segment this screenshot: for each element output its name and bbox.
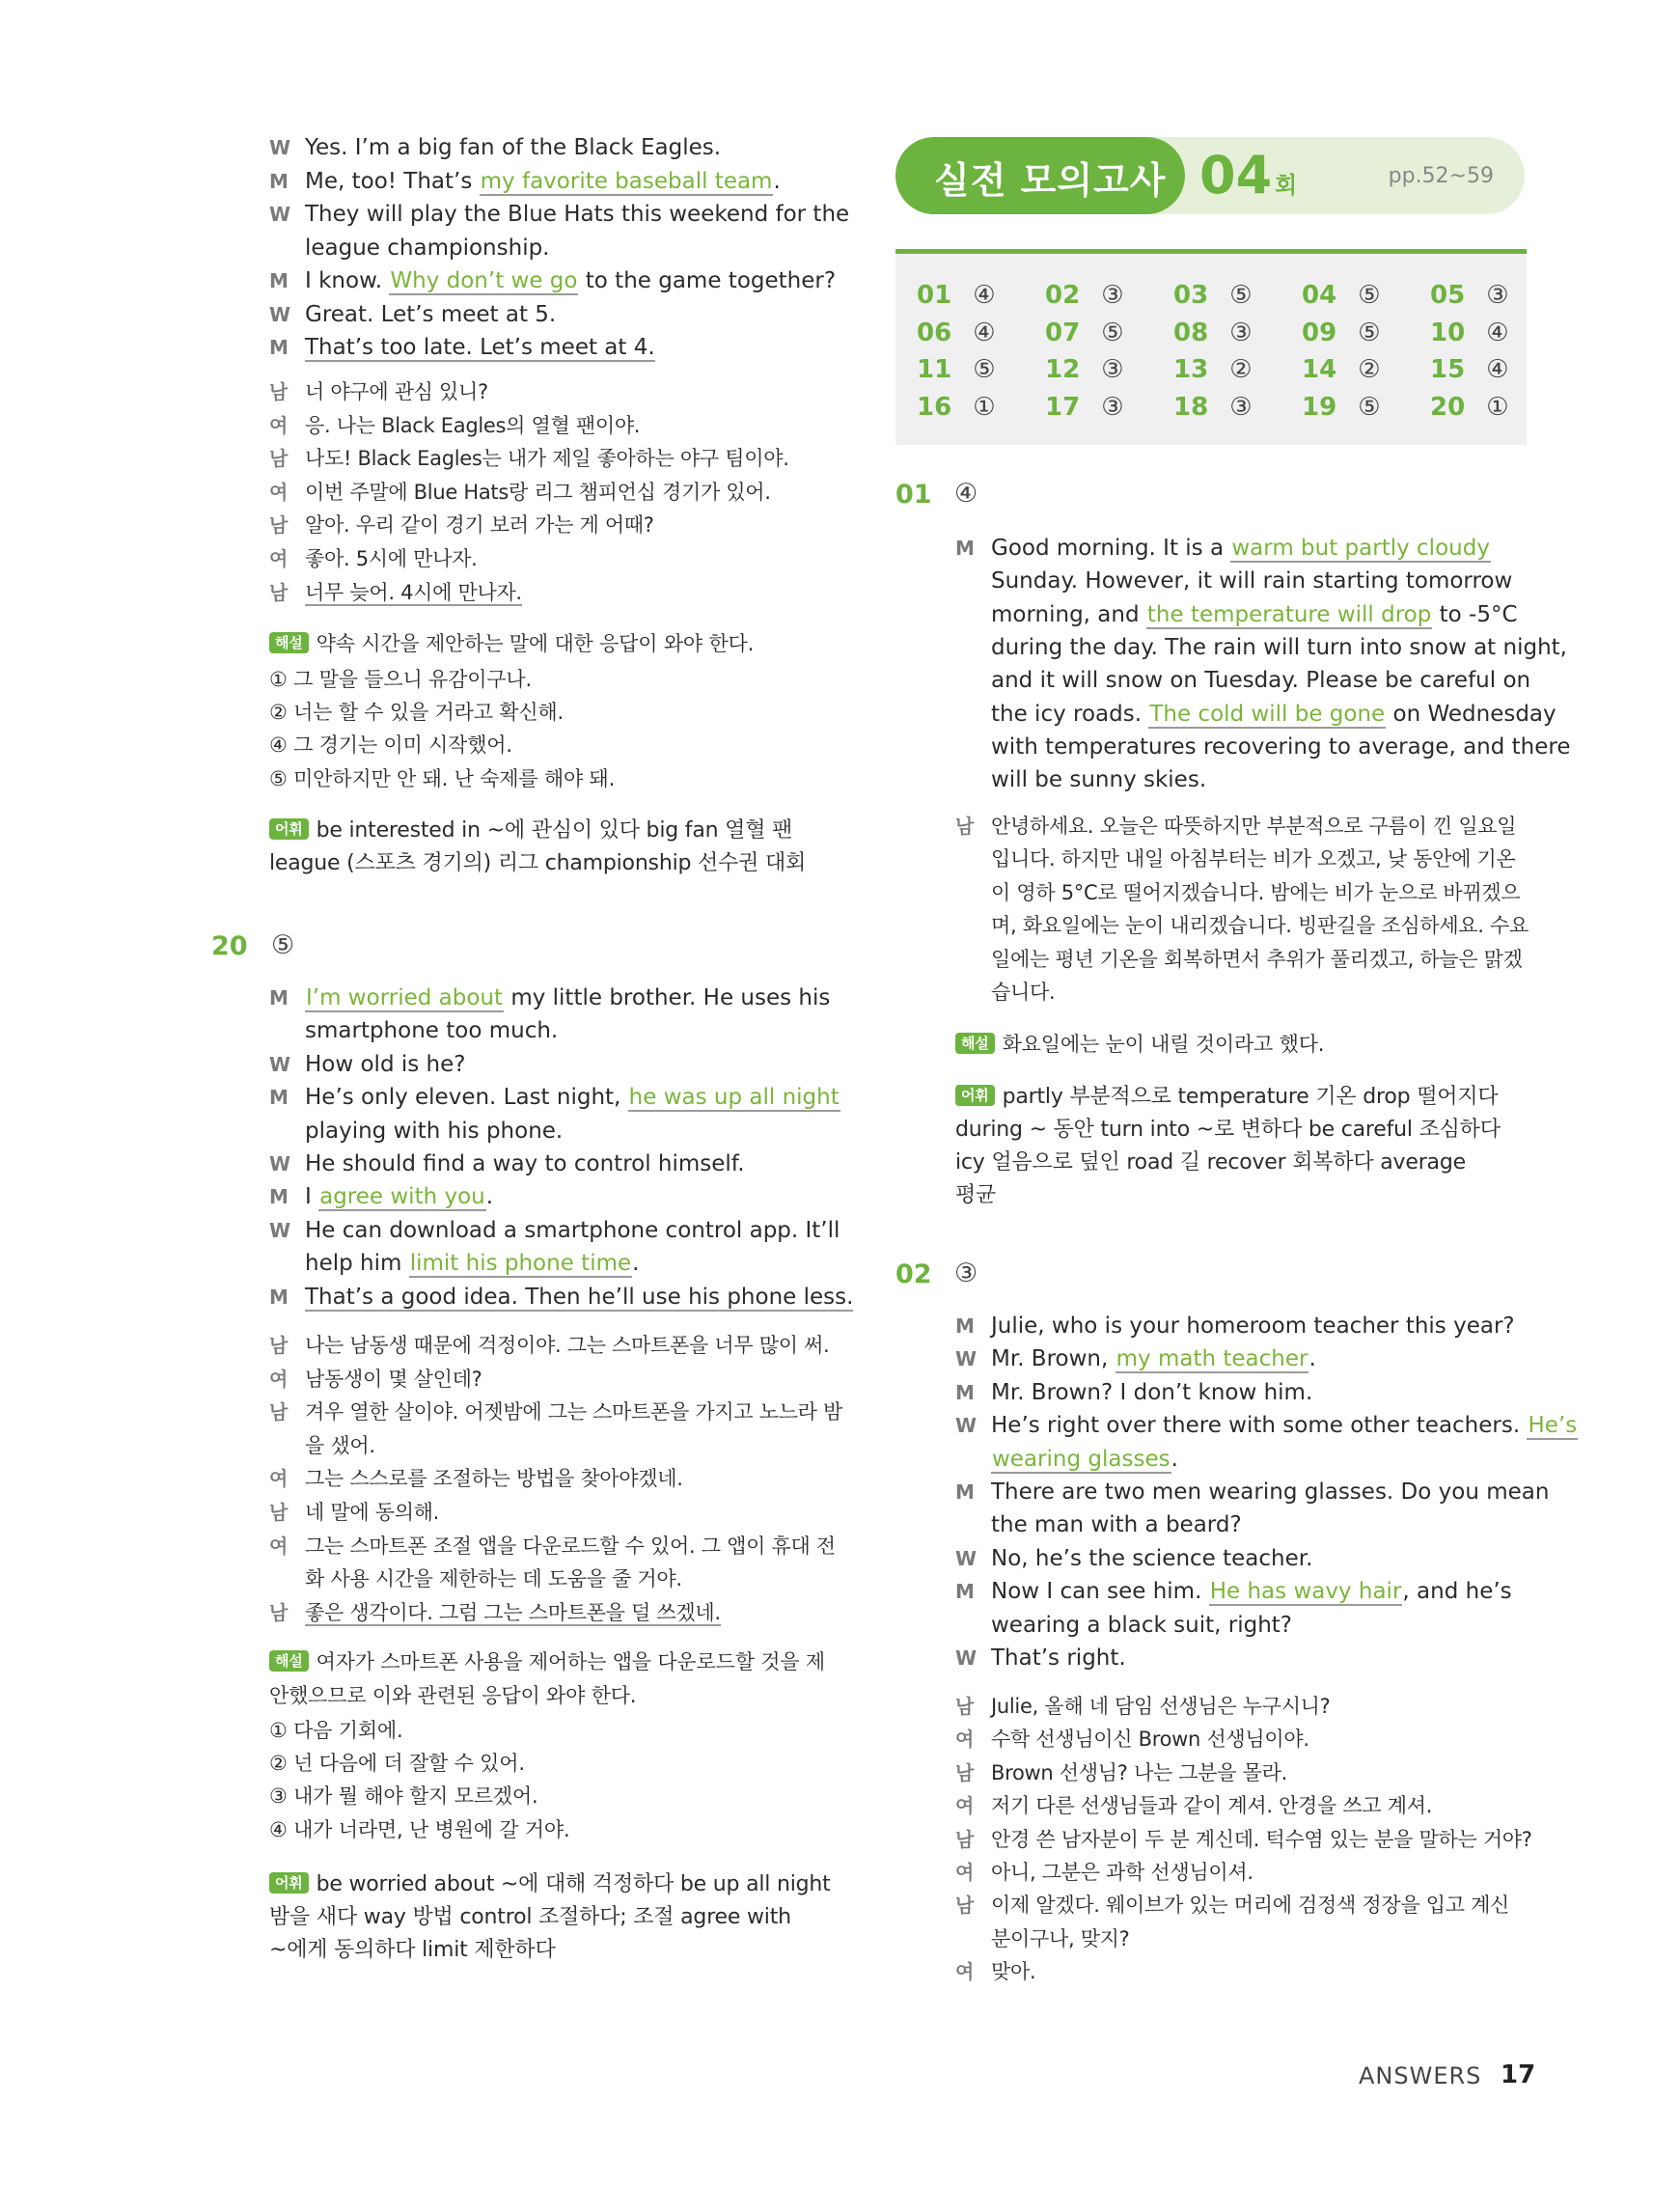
answer-choice: ④ (973, 318, 996, 347)
speaker-label: 남 (269, 380, 289, 403)
q01-vocab-line: icy 얼음으로 덮인 road 길 recover 회복하다 average (955, 1150, 1466, 1175)
dialog-text: smartphone too much. (305, 1018, 559, 1044)
speaker-label: M (269, 269, 289, 292)
dialog-text: Yes. I’m a big fan of the Black Eagles. (305, 135, 722, 160)
dialog-text: Brown 선생님? 나는 그분을 몰라. (991, 1760, 1287, 1784)
speaker-label: W (269, 1218, 291, 1242)
answer-cell (917, 281, 996, 310)
dialog-text: They will play the Blue Hats this weekend for the (305, 202, 850, 227)
speaker-label: W (955, 1646, 978, 1670)
speaker-label: 여 (269, 413, 289, 437)
answer-choice: ⑤ (1358, 392, 1381, 422)
speaker-label: 남 (269, 447, 289, 471)
question-number: 14 (1302, 355, 1337, 384)
text-segment: , and he’s (1402, 1579, 1512, 1605)
dialog-text: 겨우 열한 살이야. 어젯밤에 그는 스마트폰을 가지고 노느라 밤 (305, 1400, 843, 1424)
dialog-text: 안경 쓴 남자분이 두 분 계신데. 턱수염 있는 분을 말하는 거야? (991, 1827, 1532, 1851)
blank-answer: The cold will be gone (1149, 701, 1386, 727)
text-segment: . (773, 168, 781, 194)
question-number: 08 (1173, 318, 1209, 347)
answer-choice: ③ (1101, 355, 1124, 384)
test-header-banner (895, 137, 1525, 214)
answer-choice: ③ (1486, 281, 1509, 310)
dialog-text: Sunday. However, it will rain starting tomorrow (991, 568, 1513, 594)
question-number: 05 (1430, 281, 1466, 310)
dialog-text: 입니다. 하지만 내일 아침부터는 비가 오겠고, 낮 동안에 기온 (991, 847, 1516, 871)
option-item: ④ 내가 너라면, 난 병원에 갈 거야. (269, 1817, 570, 1841)
text-segment: I (305, 1184, 319, 1210)
answer-choice: ③ (1101, 392, 1124, 422)
answer-choice: ④ (1486, 355, 1509, 384)
speaker-label: M (269, 1185, 289, 1209)
underlined-answer: 너무 늦어. 4시에 만나자. (305, 580, 522, 604)
dialog-text (305, 982, 830, 1014)
question-number: 04 (1302, 281, 1337, 310)
dialog-text: 저기 다른 선생님들과 같이 계셔. 안경을 쓰고 계셔. (991, 1794, 1433, 1818)
question-number: 02 (1045, 281, 1081, 310)
dialog-text: He can download a smartphone control app. It’ll (305, 1217, 840, 1243)
dialog-text: 그는 스마트폰 조절 앱을 다운로드할 수 있어. 그 앱이 휴대 전 (305, 1534, 836, 1558)
speaker-label: 여 (269, 1534, 289, 1558)
dialog-text: 이제 알겠다. 웨이브가 있는 머리에 검정색 정장을 입고 계신 (991, 1894, 1510, 1918)
vocab-tag: 어휘 (955, 1085, 995, 1106)
question-number: 03 (1173, 281, 1209, 310)
dialog-text: 나도! Black Eagles는 내가 제일 좋아하는 야구 팀이야. (305, 447, 789, 471)
blank-answer: the temperature will drop (1146, 601, 1432, 627)
text-segment: Now I can see him. (991, 1579, 1209, 1605)
option-item: ④ 그 경기는 이미 시작했어. (269, 733, 512, 758)
q19-explanation: 해설 약속 시간을 제안하는 말에 대한 응답이 와야 한다. (269, 627, 754, 660)
text-segment: to -5°C (1432, 601, 1518, 627)
q20-vocab-line: 밤을 새다 way 방법 control 조절하다; 조절 agree with (269, 1905, 791, 1929)
dialog-text: 습니다. (991, 981, 1056, 1004)
dialog-text: league championship. (305, 235, 550, 261)
dialog-text: 며, 화요일에는 눈이 내리겠습니다. 빙판길을 조심하세요. 수요 (991, 914, 1529, 938)
dialog-text (991, 1409, 1578, 1442)
q01-number: 01 (895, 480, 932, 510)
question-number: 10 (1430, 318, 1466, 347)
dialog-text: 남동생이 몇 살인데? (305, 1367, 482, 1391)
underlined-answer: That’s a good idea. Then he’ll use his phone less. (305, 1284, 854, 1310)
text-segment: morning, and (991, 601, 1146, 627)
dialog-text (991, 1342, 1316, 1375)
speaker-label: 남 (955, 815, 975, 838)
text-segment: He’s right over there with some other teachers. (991, 1413, 1528, 1439)
speaker-label: W (269, 136, 291, 159)
q20-vocab: 어휘 be worried about ~에 대해 걱정하다 be up all night (269, 1868, 831, 1901)
question-number: 20 (1430, 392, 1466, 422)
dialog-text: There are two men wearing glasses. Do you mean (991, 1479, 1550, 1505)
question-number: 16 (917, 392, 952, 422)
dialog-text (305, 1081, 840, 1114)
dialog-text: 나는 남동생 때문에 걱정이야. 그는 스마트폰을 너무 많이 써. (305, 1334, 830, 1357)
speaker-label: M (269, 169, 289, 193)
dialog-text: 좋아. 5시에 만나자. (305, 547, 478, 570)
speaker-label: 남 (955, 1894, 975, 1918)
option-item: ② 넌 다음에 더 잘할 수 있어. (269, 1752, 525, 1776)
question-number: 15 (1430, 355, 1466, 384)
answer-cell (1302, 393, 1381, 422)
text-segment: the icy roads. (991, 701, 1149, 727)
dialog-text: 너 야구에 관심 있니? (305, 380, 488, 403)
speaker-label: M (955, 537, 975, 560)
answer-choice: ③ (1229, 318, 1253, 347)
speaker-label: M (269, 1285, 289, 1309)
answer-cell (1045, 393, 1124, 422)
dialog-text: 응. 나는 Black Eagles의 열혈 팬이야. (305, 413, 641, 437)
speaker-label: W (269, 1052, 291, 1076)
dialog-text: 맞아. (991, 1960, 1036, 1984)
answer-cell (1302, 318, 1381, 347)
text-segment: on Wednesday (1386, 701, 1556, 727)
answer-choice: ⑤ (973, 355, 996, 384)
q01-vocab: 어휘 partly 부분적으로 temperature 기온 drop 떨어지다 (955, 1081, 1498, 1114)
q20-explanation-line: 안했으므로 이와 관련된 응답이 와야 한다. (269, 1684, 637, 1707)
speaker-label: W (955, 1546, 978, 1570)
speaker-label: M (269, 1086, 289, 1110)
q02-answer: ③ (954, 1258, 978, 1288)
dialog-text: 분이구나, 맞지? (991, 1926, 1130, 1950)
q20-vocab-line: ~에게 동의하다 limit 제한하다 (269, 1938, 556, 1962)
answer-cell (1173, 281, 1253, 310)
speaker-label: 남 (269, 513, 289, 538)
blank-answer: He’s (1528, 1413, 1578, 1439)
speaker-label: 여 (269, 1367, 289, 1391)
q19-vocab: 어휘 be interested in ~에 관심이 있다 big fan 열혈 팬 (269, 815, 792, 847)
speaker-label: 남 (955, 1827, 975, 1851)
blank-answer: limit his phone time (409, 1251, 632, 1277)
footer-label: ANSWERS (1359, 2062, 1482, 2089)
q19-vocab-line: league (스포츠 경기의) 리그 championship 선수권 대회 (269, 851, 807, 875)
dialog-text (991, 698, 1556, 731)
q01-answer: ④ (954, 479, 978, 509)
text-segment: . (485, 1184, 494, 1210)
answer-cell (917, 355, 996, 384)
blank-answer: He has wavy hair (1209, 1579, 1402, 1605)
answer-choice: ④ (1486, 318, 1509, 347)
dialog-text: 네 말에 동의해. (305, 1501, 440, 1524)
dialog-text: 그는 스스로를 조절하는 방법을 찾아야겠네. (305, 1467, 683, 1491)
underlined-answer: 좋은 생각이다. 그럼 그는 스마트폰을 덜 쓰겠네. (305, 1600, 721, 1624)
dialog-text (305, 1596, 721, 1629)
vocab-tag: 어휘 (269, 1872, 309, 1894)
blank-answer: wearing glasses (992, 1446, 1170, 1472)
dialog-text: 아니, 그분은 과학 선생님이셔. (991, 1861, 1253, 1884)
text-segment: He’s only eleven. Last night, (305, 1085, 628, 1111)
text-segment: help him (305, 1251, 409, 1277)
question-number: 12 (1045, 355, 1081, 384)
text-segment: . (632, 1251, 640, 1277)
test-number: 04 (1199, 145, 1273, 206)
answer-choice: ② (1229, 355, 1253, 384)
q20-answer: ⑤ (271, 930, 295, 960)
q01-explanation: 해설 화요일에는 눈이 내릴 것이라고 했다. (955, 1028, 1324, 1061)
speaker-label: 남 (955, 1760, 975, 1784)
text-segment: Me, too! That’s (305, 168, 480, 194)
speaker-label: M (955, 1580, 975, 1604)
speaker-label: 여 (955, 1794, 975, 1818)
answer-choice: ② (1358, 355, 1381, 384)
blank-answer: my favorite baseball team (480, 168, 773, 194)
dialog-text (305, 1180, 493, 1213)
page-number: 17 (1501, 2060, 1536, 2089)
answer-choice: ④ (973, 281, 996, 310)
answer-choice: ③ (1101, 281, 1124, 310)
text-segment: . (1170, 1446, 1178, 1472)
text-segment: Good morning. It is a (991, 536, 1231, 561)
dialog-text: 알아. 우리 같이 경기 보러 가는 게 어때? (305, 513, 654, 538)
speaker-label: W (269, 203, 291, 226)
speaker-label: 남 (269, 1501, 289, 1524)
dialog-text (305, 264, 836, 297)
blank-answer: he was up all night (628, 1085, 840, 1111)
explanation-tag: 해설 (955, 1033, 995, 1054)
vocab-tag: 어휘 (269, 818, 309, 840)
answer-cell (1173, 355, 1253, 384)
speaker-label: 남 (269, 1334, 289, 1357)
dialog-text (305, 165, 781, 198)
dialog-text: wearing a black suit, right? (991, 1612, 1292, 1638)
text-segment: . (1308, 1346, 1316, 1372)
speaker-label: M (955, 1314, 975, 1338)
answer-cell (1430, 281, 1509, 310)
answer-choice: ① (973, 392, 996, 422)
question-number: 07 (1045, 318, 1081, 347)
answer-cell (1430, 318, 1509, 347)
question-number: 01 (917, 281, 952, 310)
dialog-text: and it will snow on Tuesday. Please be careful on (991, 668, 1531, 694)
dialog-text: No, he’s the science teacher. (991, 1545, 1313, 1571)
speaker-label: 여 (955, 1728, 975, 1752)
dialog-text: 이 영하 5°C로 떨어지겠습니다. 밤에는 비가 눈으로 바뀌겠으 (991, 880, 1521, 904)
answer-cell (1430, 355, 1509, 384)
option-item: ⑤ 미안하지만 안 돼. 난 숙제를 해야 돼. (269, 766, 616, 790)
dialog-text: Julie, 올해 네 담임 선생님은 누구시니? (991, 1695, 1331, 1718)
speaker-label: 여 (269, 480, 289, 504)
dialog-text (305, 576, 522, 609)
dialog-text: Great. Let’s meet at 5. (305, 301, 557, 327)
answer-grid (895, 249, 1527, 445)
question-number: 18 (1173, 392, 1209, 422)
q01-vocab-line: 평균 (955, 1183, 997, 1207)
q02-number: 02 (895, 1259, 932, 1289)
dialog-text: with temperatures recovering to average, and there (991, 733, 1571, 760)
answer-cell (917, 393, 996, 422)
text-segment: Mr. Brown, (991, 1346, 1115, 1372)
speaker-label: 여 (269, 1467, 289, 1491)
dialog-text: That’s right. (991, 1645, 1126, 1671)
dialog-text: 화 사용 시간을 제한하는 데 도움을 줄 거야. (305, 1567, 682, 1591)
q01-vocab-line: during ~ 동안 turn into ~로 변하다 be careful 조심하다 (955, 1118, 1501, 1142)
blank-answer: warm but partly cloudy (1231, 536, 1490, 561)
answer-cell (1302, 281, 1381, 310)
answer-choice: ⑤ (1229, 281, 1253, 310)
dialog-text: playing with his phone. (305, 1118, 564, 1144)
explanation-tag: 해설 (269, 632, 309, 653)
dialog-text: 수학 선생님이신 Brown 선생님이야. (991, 1728, 1309, 1752)
dialog-text: 일에는 평년 기온을 회복하면서 추위가 풀리겠고, 하늘은 맑겠 (991, 947, 1523, 971)
dialog-text: 이번 주말에 Blue Hats랑 리그 챔피언십 경기가 있어. (305, 480, 771, 504)
q20-explanation: 해설 여자가 스마트폰 사용을 제어하는 앱을 다운로드할 것을 제 (269, 1645, 825, 1678)
answer-choice: ⑤ (1101, 318, 1124, 347)
dialog-text: He should find a way to control himself. (305, 1151, 745, 1176)
dialog-text (991, 1575, 1512, 1608)
dialog-text: 을 샜어. (305, 1433, 375, 1457)
answer-cell (1302, 355, 1381, 384)
dialog-text (305, 1247, 639, 1280)
option-item: ③ 내가 뭘 해야 할지 모르겠어. (269, 1784, 538, 1809)
answer-choice: ① (1486, 392, 1509, 422)
speaker-label: 여 (955, 1960, 975, 1984)
underlined-answer: That’s too late. Let’s meet at 4. (305, 335, 655, 360)
blank-answer: my math teacher (1115, 1346, 1308, 1372)
question-number: 13 (1173, 355, 1209, 384)
speaker-label: M (955, 1380, 975, 1404)
option-item: ① 다음 기회에. (269, 1719, 403, 1742)
blank-answer: I’m worried about (306, 985, 504, 1010)
speaker-label: 남 (269, 580, 289, 604)
blank-answer: Why don’t we go (390, 268, 578, 293)
speaker-label: W (269, 1152, 291, 1175)
dialog-text: Julie, who is your homeroom teacher this year? (991, 1313, 1515, 1339)
dialog-text (305, 331, 655, 364)
question-number: 06 (917, 318, 952, 347)
speaker-label: 남 (269, 1400, 289, 1424)
q20-number: 20 (211, 931, 248, 961)
speaker-label: W (955, 1414, 978, 1438)
dialog-text: Mr. Brown? I don’t know him. (991, 1379, 1313, 1405)
speaker-label: M (955, 1480, 975, 1504)
explanation-tag: 해설 (269, 1650, 309, 1672)
question-number: 17 (1045, 392, 1081, 422)
text-segment: my little brother. He uses his (504, 985, 831, 1010)
answer-cell (1045, 318, 1124, 347)
dialog-text: How old is he? (305, 1051, 466, 1077)
blank-answer: agree with you (319, 1184, 485, 1210)
answer-cell (1045, 355, 1124, 384)
speaker-label: 남 (955, 1695, 975, 1718)
option-item: ① 그 말을 들으니 유감이구나. (269, 668, 532, 691)
answer-cell (1430, 393, 1509, 422)
question-number: 09 (1302, 318, 1337, 347)
answer-cell (1045, 281, 1124, 310)
speaker-label: 남 (269, 1600, 289, 1624)
answer-choice: ③ (1229, 392, 1253, 422)
answer-cell (1173, 393, 1253, 422)
page-range: pp.52~59 (1388, 164, 1494, 188)
answer-choice: ⑤ (1358, 318, 1381, 347)
speaker-label: W (269, 302, 291, 326)
test-title: 실전 모의고사 (934, 159, 1167, 202)
text-segment: to the game together? (578, 268, 837, 293)
option-item: ② 너는 할 수 있을 거라고 확신해. (269, 701, 564, 725)
speaker-label: 여 (269, 547, 289, 570)
dialog-text: during the day. The rain will turn into snow at night, (991, 634, 1567, 660)
speaker-label: W (955, 1347, 978, 1371)
question-number: 11 (917, 355, 952, 384)
dialog-text (305, 1281, 853, 1313)
speaker-label: M (269, 336, 289, 359)
dialog-text (991, 532, 1491, 565)
test-suffix: 회 (1275, 172, 1298, 199)
question-number: 19 (1302, 392, 1337, 422)
answer-cell (1173, 318, 1253, 347)
speaker-label: M (269, 986, 289, 1009)
dialog-text: the man with a beard? (991, 1512, 1242, 1538)
dialog-text: 안녕하세요. 오늘은 따뜻하지만 부분적으로 구름이 낀 일요일 (991, 815, 1517, 838)
answer-choice: ⑤ (1358, 281, 1381, 310)
dialog-text (991, 598, 1518, 631)
dialog-text (991, 1443, 1178, 1476)
dialog-text: will be sunny skies. (991, 767, 1207, 793)
answer-cell (917, 318, 996, 347)
text-segment: I know. (305, 268, 390, 293)
speaker-label: 여 (955, 1861, 975, 1884)
